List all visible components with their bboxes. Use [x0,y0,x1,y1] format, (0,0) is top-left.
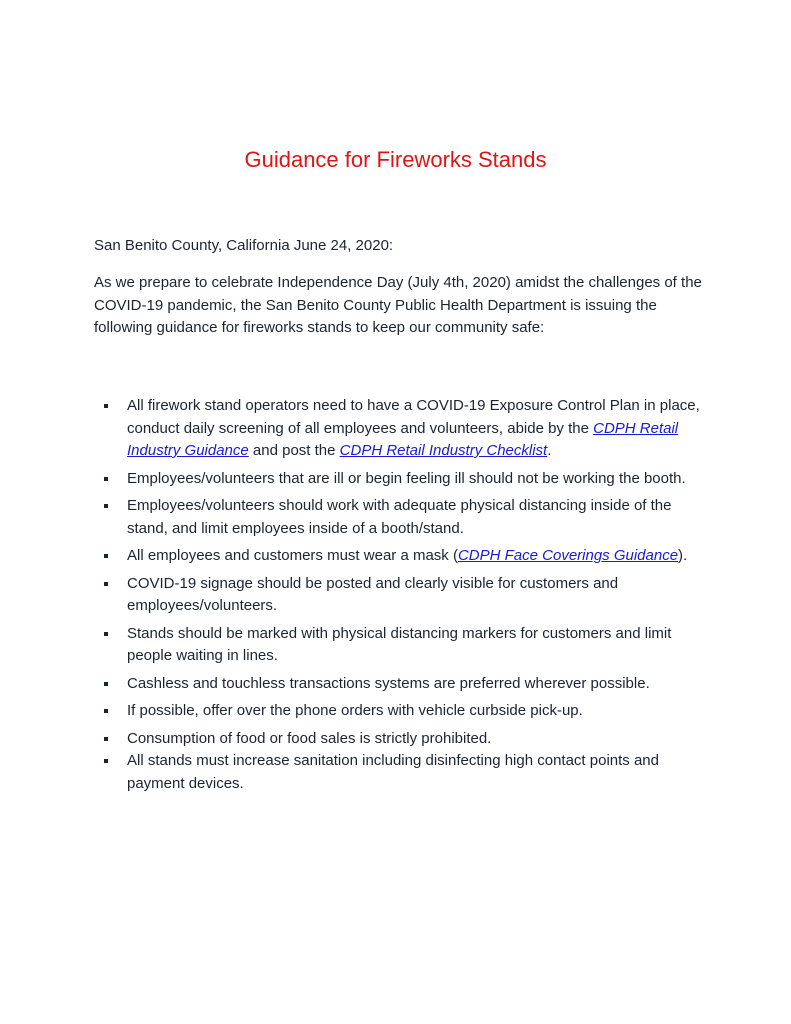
cdph-retail-checklist-link[interactable]: CDPH Retail Industry Checklist [339,442,548,459]
list-item-text: All employees and customers must wear a mask ( [127,547,458,564]
list-item-text: and post the [248,442,340,459]
bullet-square-icon [104,737,108,741]
bullet-square-icon [104,404,108,408]
list-item-text: . [547,442,552,459]
list-item-text: All stands must increase sanitation including disinfecting high contact points and payment devices. [127,752,659,792]
list-item [94,673,704,696]
intro-paragraph: As we prepare to celebrate Independence Day (July 4th, 2020) amidst the challenges of the COVID-19 pandemic, the San Benito County Public Health Department is issuing the following guidance for fireworks stands to keep our community safe: [94,274,702,336]
list-item-text: All firework stand operators need to have a COVID-19 Exposure Control Plan in place, conduct daily screening of all employees and volunteers, abide by the [127,397,700,437]
bullet-square-icon [104,504,108,508]
bullet-square-icon [104,582,108,586]
bullet-square-icon [104,759,108,763]
cdph-retail-guidance-link[interactable]: CDPH Retail Industry Guidance [127,419,679,459]
list-item [94,750,704,795]
list-item [94,395,704,463]
list-item [94,545,704,568]
bullet-square-icon [104,554,108,558]
guidance-list [94,395,704,800]
list-item [94,623,704,668]
list-item [94,573,704,618]
list-item-text: COVID-19 signage should be posted and clearly visible for customers and employees/volunteers. [127,574,619,614]
bullet-square-icon [104,709,108,713]
bullet-square-icon [104,632,108,636]
list-item [94,700,704,723]
document-title: Guidance for Fireworks Stands [244,147,547,172]
list-item [94,468,704,491]
dateline: San Benito County, California June 24, 2020: [94,237,394,254]
cdph-face-coverings-link[interactable]: CDPH Face Coverings Guidance [457,547,679,564]
list-item-text: If possible, offer over the phone orders with vehicle curbside pick-up. [127,702,583,719]
bullet-square-icon [104,477,108,481]
bullet-square-icon [104,682,108,686]
list-item-text: Stands should be marked with physical distancing markers for customers and limit people waiting in lines. [127,624,672,664]
list-item-text: Consumption of food or food sales is strictly prohibited. [127,729,492,747]
list-item [94,728,704,751]
list-item-text: ). [678,547,688,564]
list-item-text: Cashless and touchless transactions systems are preferred wherever possible. [127,674,650,692]
list-item-text: Employees/volunteers that are ill or begin feeling ill should not be working the booth. [127,469,686,487]
list-item [94,495,704,540]
list-item-text: Employees/volunteers should work with adequate physical distancing inside of the stand, and limit employees inside of a booth/stand. [127,497,672,537]
